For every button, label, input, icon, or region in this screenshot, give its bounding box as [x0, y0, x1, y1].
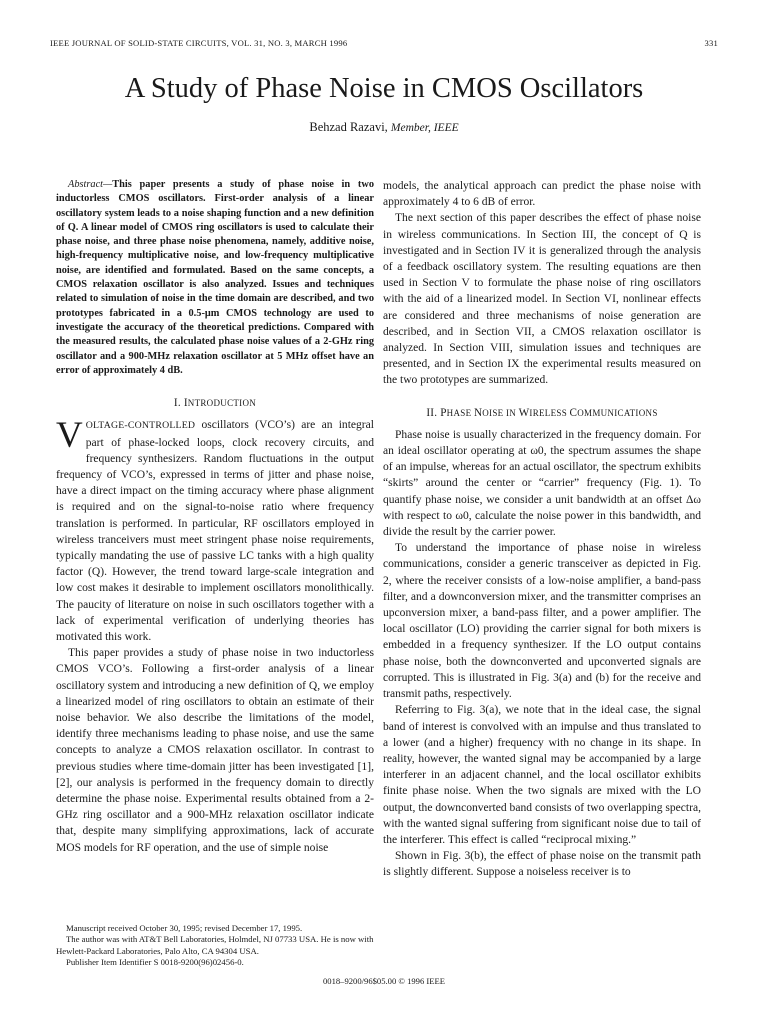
- lead-caps: OLTAGE-CONTROLLED: [85, 420, 196, 432]
- page-number: 331: [704, 38, 718, 48]
- author-byline: [0, 120, 768, 135]
- section-heading-introduction: I. INTRODUCTION: [173, 397, 257, 410]
- section2-paragraph-4: Shown in Fig. 3(b), the effect of phase noise on the transmit path is slightly different. Suppose a noiseless receiver is to: [383, 850, 701, 879]
- outline-paragraph: The next section of this paper describes the effect of phase noise in wireless communications. In Section III, the concept of Q is investigated and in Section IV it is generalized through the analysis of a feedback oscillatory system. The resulting equations are then used in Section V to formulate the phase noise of ring oscillators with the aid of a linearized model. In Section VI, nonlinear effects are considered and three mechanisms of noise generation are described, and in Section VII, a CMOS relaxation oscillator is analyzed. In Section VIII, simulation issues and techniques are presented, and in Section IX the experimental results measured on the two prototypes are summarized.: [383, 212, 701, 387]
- copyright-footer: 0018–9200/96$05.00 © 1996 IEEE: [322, 976, 446, 986]
- footnote-received: Manuscript received October 30, 1995; revised December 17, 1995.: [66, 923, 303, 933]
- right-column: [383, 178, 701, 881]
- journal-citation: IEEE JOURNAL OF SOLID-STATE CIRCUITS, VOL. 31, NO. 3, MARCH 1996: [50, 38, 348, 48]
- introduction-paragraph-1: VOLTAGE-CONTROLLED oscillators (VCO’s) are an integral part of phase-locked loops, clock recovery circuits, and frequency synthesizers. Random fluctuations in the output frequency of VCO’s, expressed in terms of jitter and phase noise, have a direct impact on the timing accuracy where phase alignment is required and on the signal-to-noise ratio where frequency translation is performed. In particular, RF oscillators employed in wireless tranceivers must meet stringent phase noise requirements, typically mandating the use of passive LC tanks with a high quality factor (Q). However, the trend toward large-scale integration and low cost makes it desirable to implement oscillators monolithically. The paucity of literature on noise in such oscillators together with a lack of experimental verification of underlying theories has motivated this work.: [56, 415, 374, 643]
- footnote: [56, 923, 374, 969]
- section-heading-phase-noise: II. PHASE NOISE IN WIRELESS COMMUNICATIONS: [426, 406, 658, 419]
- drop-cap: V: [56, 415, 83, 457]
- paper-title: A Study of Phase Noise in CMOS Oscillators: [124, 73, 644, 104]
- continued-paragraph: models, the analytical approach can predict the phase noise with approximately 4 to 6 dB of error.: [383, 180, 701, 209]
- running-head: [50, 38, 718, 50]
- abstract-label: Abstract—: [68, 179, 113, 190]
- left-column: [56, 178, 374, 856]
- footnote-affiliation: The author was with AT&T Bell Laboratories, Holmdel, NJ 07733 USA. He is now with Hewlett-Packard Laboratories, Palo Alto, CA 94304 USA.: [56, 934, 374, 956]
- author-membership: Member, IEEE: [390, 122, 459, 134]
- section2-paragraph-3: Referring to Fig. 3(a), we note that in the ideal case, the signal band of interest is convolved with an impulse and thus translated to a lower (and a higher) frequency with no change in its shape. In reality, however, the wanted signal may be accompanied by a large interferer in an adjacent channel, and the local oscillator exhibits finite phase noise. When the two signals are mixed with the LO output, the downconverted band consists of two overlapping spectra, with the wanted signal suffering from significant noise due to tail of the interferer. This effect is called “reciprocal mixing.”: [383, 704, 701, 846]
- abstract-text: This paper presents a study of phase noise in two inductorless CMOS oscillators. First-order analysis of a linear oscillatory system leads to a noise shaping function and a new definition of Q. A linear model of CMOS ring oscillators is used to calculate their phase noise, and three phase noise phenomena, namely, additive noise, high-frequency multiplicative noise, and low-frequency multiplicative noise, are identified and formulated. Based on the same concepts, a CMOS relaxation oscillator is also analyzed. Issues and techniques related to simulation of noise in the time domain are described, and two prototypes fabricated in a 0.5-μm CMOS technology are used to investigate the accuracy of the theoretical predictions. Compared with the measured results, the calculated phase noise values of a 2-GHz ring oscillator and a 900-MHz relaxation oscillator at 5 MHz offset have an error of approximately 4 dB.: [56, 179, 374, 376]
- introduction-paragraph-2: This paper provides a study of phase noise in two inductorless CMOS VCO’s. Following a first-order analysis of a linear oscillatory system and introducing a new definition of Q, we employ a linearized model of ring oscillators to obtain an estimate of their noise behavior. We also describe the limitations of the model, identify three mechanisms leading to phase noise, and use the same concepts to analyze a CMOS relaxation oscillator. In contrast to previous studies where time-domain jitter has been investigated [1], [2], our analysis is performed in the frequency domain to directly determine the phase noise. Experimental results obtained from a 2-GHz ring oscillator and a 900-MHz relaxation oscillator indicate that, despite many simplifying approximations, lack of accurate MOS models for RF operation, and the use of simple noise: [56, 647, 374, 854]
- abstract: [56, 178, 374, 378]
- section2-paragraph-2: To understand the importance of phase noise in wireless communications, consider a generic transceiver as depicted in Fig. 2, where the receiver consists of a low-noise amplifier, a band-pass filter, and a downconversion mixer, and the transmitter comprises an upconversion mixer, a band-pass filter, and a power amplifier. The local oscillator (LO) providing the carrier signal for both mixers is embedded in a frequency synthesizer. If the LO output contains phase noise, both the downconverted and upconverted signals are corrupted. This is illustrated in Fig. 3(a) and (b) for the receive and transmit paths, respectively.: [383, 542, 701, 701]
- section2-paragraph-1: Phase noise is usually characterized in the frequency domain. For an ideal oscillator operating at ω0, the spectrum assumes the shape of an impulse, whereas for an actual oscillator, the spectrum exhibits “skirts” around the center or “carrier” frequency (Fig. 1). To quantify phase noise, we consider a unit bandwidth at an offset Δω with respect to ω0, calculate the noise power in this bandwidth, and divide the result by the carrier power.: [383, 428, 701, 539]
- footnote-identifier: Publisher Item Identifier S 0018-9200(96)02456-0.: [66, 957, 244, 968]
- author-name: Behzad Razavi,: [309, 120, 388, 134]
